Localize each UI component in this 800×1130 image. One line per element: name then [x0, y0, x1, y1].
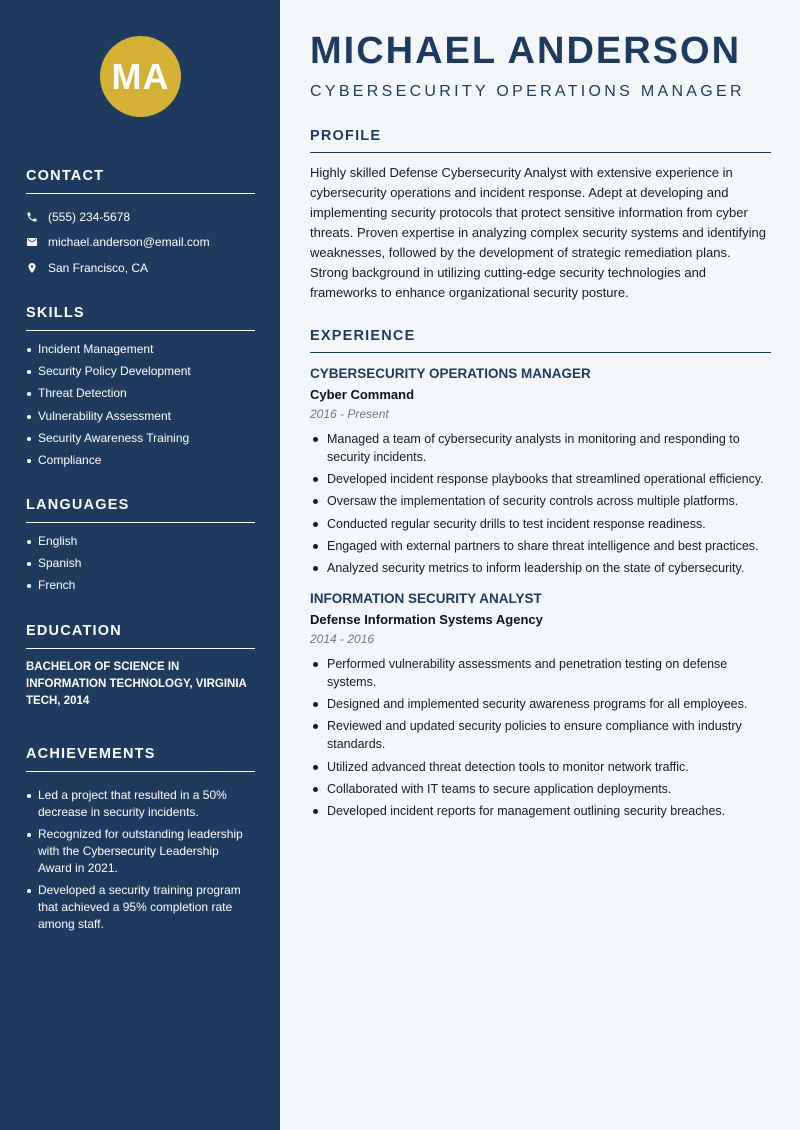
- job-bullet: Performed vulnerability assessments and penetration testing on defense systems.: [310, 655, 771, 691]
- email-icon: [26, 236, 48, 248]
- contact-phone: [26, 204, 255, 230]
- candidate-name: MICHAEL ANDERSON: [310, 30, 742, 72]
- job-bullet: Developed incident response playbooks that streamlined operational efficiency.: [310, 470, 771, 488]
- job-bullet: Analyzed security metrics to inform leadership on the state of cybersecurity.: [310, 559, 771, 577]
- achievement-item: Developed a security training program that achieved a 95% completion rate among staff.: [26, 882, 255, 933]
- job-bullet: Utilized advanced threat detection tools to monitor network traffic.: [310, 758, 771, 776]
- languages-heading: LANGUAGES: [26, 497, 255, 523]
- job-bullet: Developed incident reports for management outlining security breaches.: [310, 802, 771, 820]
- achievement-item: Recognized for outstanding leadership with the Cybersecurity Leadership Award in 2021.: [26, 826, 255, 877]
- job-bullet: Collaborated with IT teams to secure application deployments.: [310, 780, 771, 798]
- experience-heading: EXPERIENCE: [310, 328, 771, 353]
- sidebar: [0, 0, 280, 1130]
- email-text: michael.anderson@email.com: [48, 235, 210, 250]
- candidate-role: CYBERSECURITY OPERATIONS MANAGER: [310, 83, 745, 100]
- job-bullet: Reviewed and updated security policies to ensure compliance with industry standards.: [310, 717, 771, 753]
- job-entry: [310, 591, 771, 820]
- phone-text: (555) 234-5678: [48, 209, 131, 224]
- profile-heading: PROFILE: [310, 128, 771, 153]
- skill-item: Threat Detection: [26, 385, 255, 402]
- job-title: CYBERSECURITY OPERATIONS MANAGER: [310, 366, 591, 381]
- job-bullet: Designed and implemented security awareness programs for all employees.: [310, 695, 771, 713]
- contact-section: [26, 168, 255, 281]
- languages-list: [26, 533, 255, 594]
- job-bullet: Engaged with external partners to share threat intelligence and best practices.: [310, 537, 771, 555]
- language-item: French: [26, 577, 255, 594]
- languages-section: [26, 497, 255, 600]
- achievements-section: [26, 746, 255, 939]
- contact-heading: CONTACT: [26, 168, 255, 194]
- job-dates: 2016 - Present: [310, 407, 389, 421]
- job-company: Cyber Command: [310, 387, 415, 402]
- job-title: INFORMATION SECURITY ANALYST: [310, 590, 542, 606]
- job-bullets: [310, 430, 771, 577]
- contact-email: [26, 230, 255, 256]
- skill-item: Security Policy Development: [26, 363, 255, 380]
- education-degree: BACHELOR OF SCIENCE IN INFORMATION TECHNOLOGY, VIRGINIA TECH, 2014: [26, 661, 247, 707]
- skill-item: Vulnerability Assessment: [26, 408, 255, 425]
- location-pin-icon: [26, 262, 48, 274]
- skill-item: Compliance: [26, 452, 255, 469]
- profile-text: Highly skilled Defense Cybersecurity Analyst with extensive experience in cybersecurity operations and incident response. Adept at developing and implementing security protocols that protect sensitive information from cyber threats. Proven expertise in analyzing complex security systems and identifying weaknesses, followed by the development of strategic remediation plans. Strong background in utilizing cutting-edge security technologies and frameworks to enhance organizational security posture.: [310, 165, 766, 300]
- achievements-list: [26, 787, 255, 933]
- job-dates: 2014 - 2016: [310, 631, 375, 646]
- job-bullets: [310, 655, 771, 820]
- job-bullet: Managed a team of cybersecurity analysts in monitoring and responding to security incidents.: [310, 430, 771, 466]
- language-item: Spanish: [26, 555, 255, 572]
- job-entry: [310, 366, 771, 577]
- contact-location: [26, 255, 255, 281]
- education-heading: EDUCATION: [26, 623, 255, 649]
- skill-item: Security Awareness Training: [26, 430, 255, 447]
- job-bullet: Oversaw the implementation of security controls across multiple platforms.: [310, 492, 771, 510]
- experience-section: [310, 328, 771, 824]
- skills-list: [26, 341, 255, 469]
- skills-heading: SKILLS: [26, 305, 255, 331]
- avatar: MA: [100, 36, 181, 117]
- skills-section: [26, 305, 255, 474]
- language-item: English: [26, 533, 255, 550]
- phone-icon: [26, 211, 48, 223]
- achievements-heading: ACHIEVEMENTS: [26, 746, 255, 772]
- profile-section: [310, 128, 771, 303]
- location-text: San Francisco, CA: [48, 260, 149, 275]
- job-bullet: Conducted regular security drills to test incident response readiness.: [310, 515, 771, 533]
- education-section: [26, 623, 255, 710]
- achievement-item: Led a project that resulted in a 50% decrease in security incidents.: [26, 787, 255, 821]
- job-company: Defense Information Systems Agency: [310, 611, 543, 627]
- skill-item: Incident Management: [26, 341, 255, 358]
